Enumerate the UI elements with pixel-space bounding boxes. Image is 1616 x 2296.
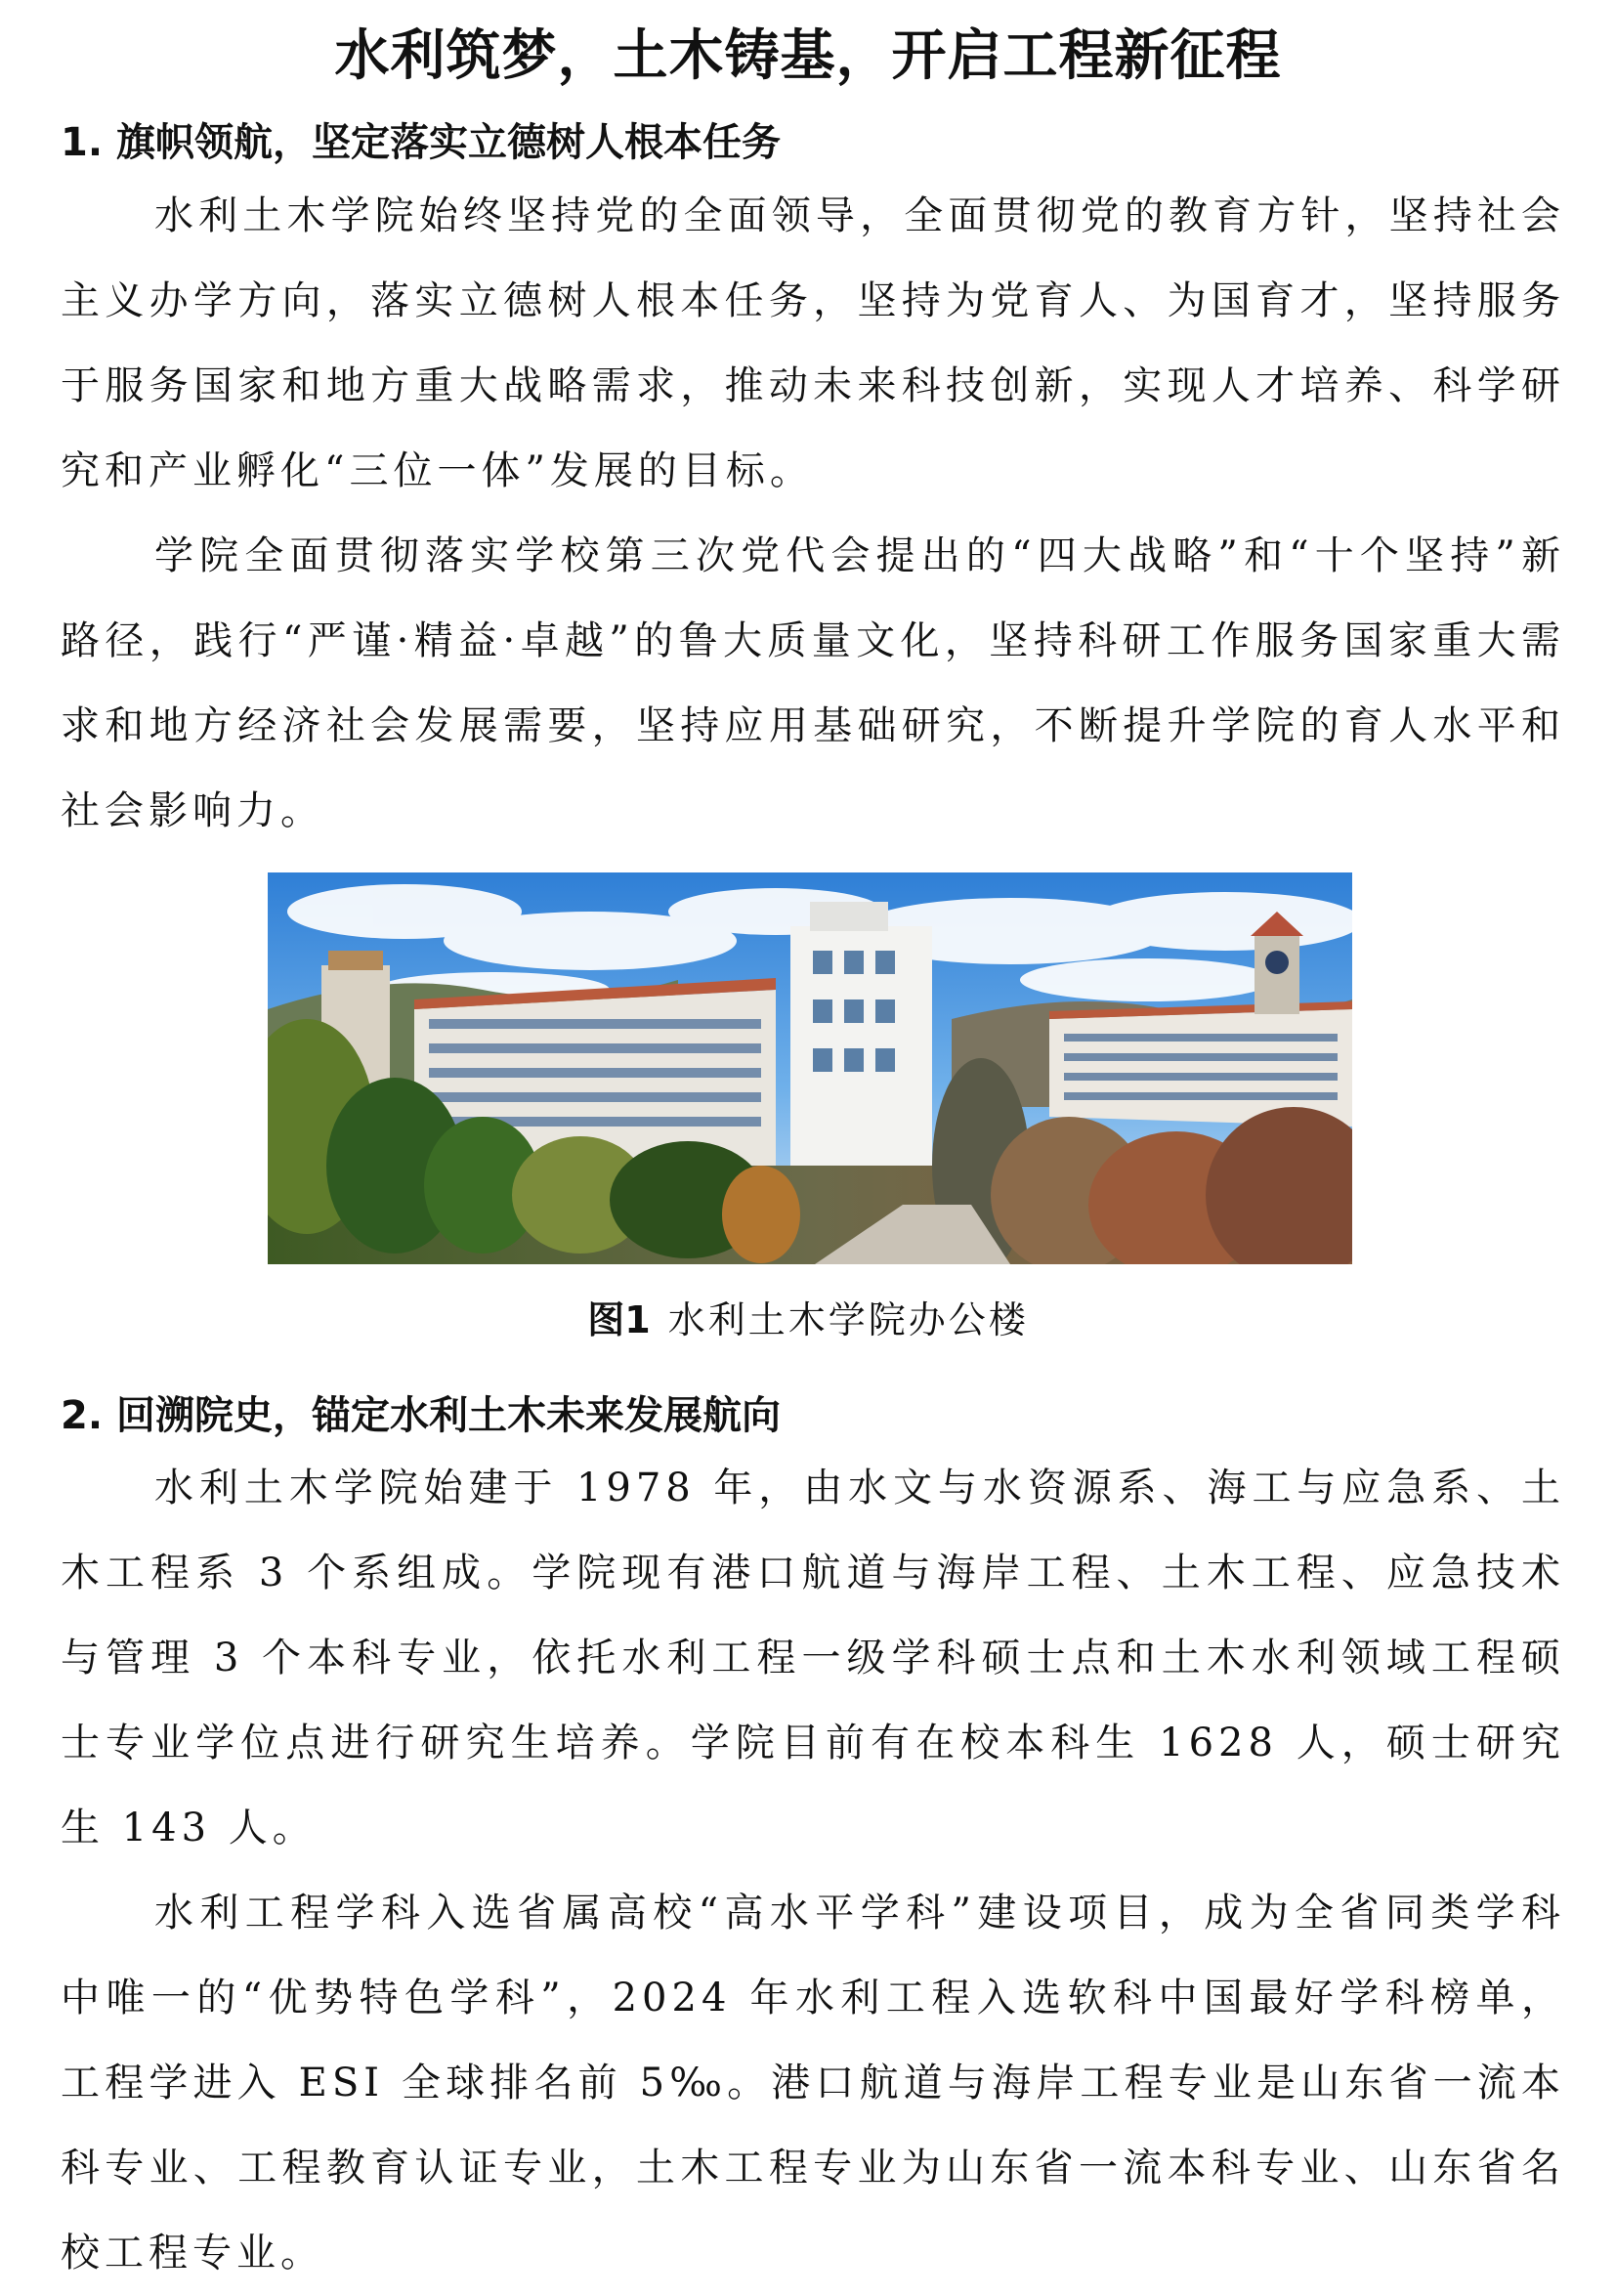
figure-label: 图1: [587, 1298, 651, 1341]
figure-caption-text: 水利土木学院办公楼: [667, 1298, 1029, 1341]
section-2-paragraph-2: 水利工程学科入选省属高校“高水平学科”建设项目，成为全省同类学科中唯一的“优势特色学科”，2024 年水利工程入选软科中国最好学科榜单，工程学进入 ESI 全球排名前 5‰。港口航道与海岸工程专业是山东省一流本科专业、工程教育认证专业，土木工程专业为山东省一流本科专业、山东省名校工程专业。: [61, 1891, 1565, 2275]
figure-building-photo: [268, 872, 1352, 1264]
section-2-number: 2.: [61, 1393, 104, 1438]
document-title: 水利筑梦，土木铸基，开启工程新征程: [334, 24, 1282, 88]
section-1-title: 旗帜领航，坚定落实立德树人根本任务: [116, 120, 782, 165]
section-1-number: 1.: [61, 120, 104, 165]
figure-caption: [0, 1293, 1616, 1347]
section-2-heading: [61, 1386, 1565, 1445]
clock-icon: [1265, 951, 1289, 974]
central-tower-windows: [813, 951, 895, 1072]
section-1-heading: [61, 113, 1565, 172]
section-2-title: 回溯院史，锚定水利土木未来发展航向: [116, 1393, 782, 1438]
section-1-paragraph-1: 水利土木学院始终坚持党的全面领导，全面贯彻党的教育方针，坚持社会主义办学方向，落实立德树人根本任务，坚持为党育人、为国育才，坚持服务于服务国家和地方重大战略需求，推动未来科技创新，实现人才培养、科学研究和产业孵化“三位一体”发展的目标。: [61, 193, 1565, 493]
section-1-paragraph-2: 学院全面贯彻落实学校第三次党代会提出的“四大战略”和“十个坚持”新路径，践行“严谨·精益·卓越”的鲁大质量文化，坚持科研工作服务国家重大需求和地方经济社会发展需要，坚持应用基础研究，不断提升学院的育人水平和社会影响力。: [61, 533, 1565, 833]
clock-tower: [1255, 936, 1299, 1014]
section-2-paragraph-1: 水利土木学院始建于 1978 年，由水文与水资源系、海工与应急系、土木工程系 3 个系组成。学院现有港口航道与海岸工程、土木工程、应急技术与管理 3 个本科专业，依托水利工程一级学科硕士点和土木水利领域工程硕士专业学位点进行研究生培养。学院目前有在校本科生 1628 人，硕士研究生 143 人。: [61, 1466, 1565, 1850]
building-photo-illustration: [268, 872, 1352, 1264]
